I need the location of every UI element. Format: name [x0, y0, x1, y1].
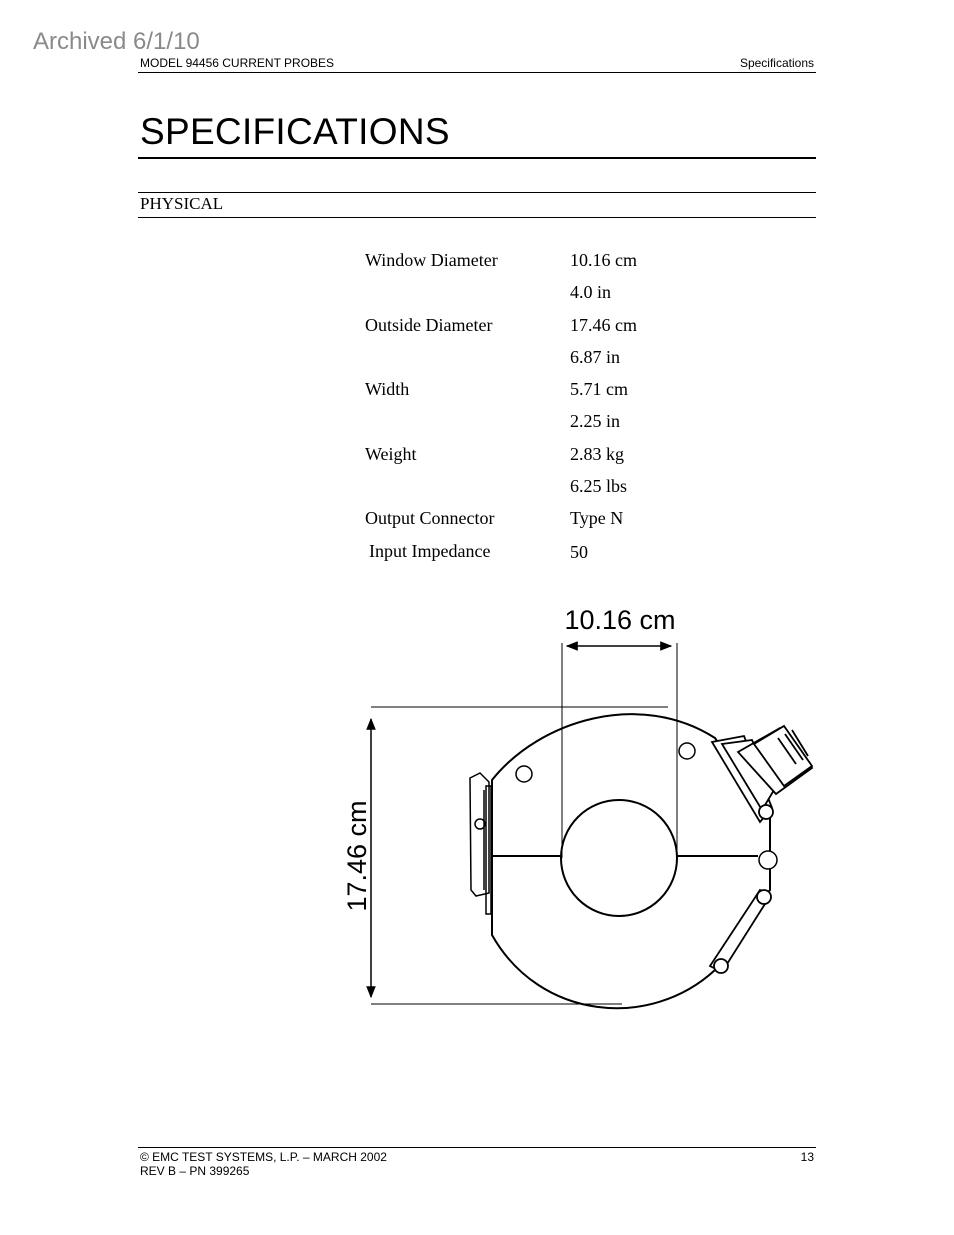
window-dimension-label: 10.16 cm: [564, 605, 676, 635]
running-header-title: MODEL 94456 CURRENT PROBES: [140, 56, 335, 70]
spec-value: 4.0 in: [570, 282, 612, 302]
spec-value: 10.16 cm: [570, 250, 637, 270]
spec-label: Outside Diameter: [365, 315, 493, 335]
page-title: SPECIFICATIONS: [140, 111, 450, 152]
spec-value: 2.25 in: [570, 411, 621, 431]
section-heading: PHYSICAL: [140, 194, 224, 213]
spec-label: Weight: [365, 444, 417, 464]
spec-value: 6.25 lbs: [570, 476, 628, 496]
lower-hinge: [710, 890, 771, 973]
spec-label: Output Connector: [365, 508, 495, 528]
running-header-section: Specifications: [739, 56, 814, 70]
spec-value: 50: [570, 542, 588, 562]
spec-value: 6.87 in: [570, 347, 621, 367]
archived-stamp: Archived 6/1/10: [33, 28, 200, 55]
spec-value: 5.71 cm: [570, 379, 628, 399]
latch-clamp: [470, 773, 491, 914]
spec-label: Input Impedance: [369, 541, 491, 561]
spec-label: Window Diameter: [365, 250, 498, 270]
spec-value: 2.83 kg: [570, 444, 624, 464]
footer-rule: [138, 1147, 816, 1148]
output-connector: [712, 726, 812, 822]
spec-label: Width: [365, 379, 410, 399]
footer-revision: REV B – PN 399265: [140, 1164, 250, 1178]
footer-copyright: © EMC TEST SYSTEMS, L.P. – MARCH 2002: [140, 1150, 387, 1164]
spec-value: Type N: [570, 508, 624, 528]
spec-value: 17.46 cm: [570, 315, 637, 335]
page-number: 13: [800, 1150, 814, 1164]
outer-dimension-label: 17.46 cm: [342, 800, 372, 912]
